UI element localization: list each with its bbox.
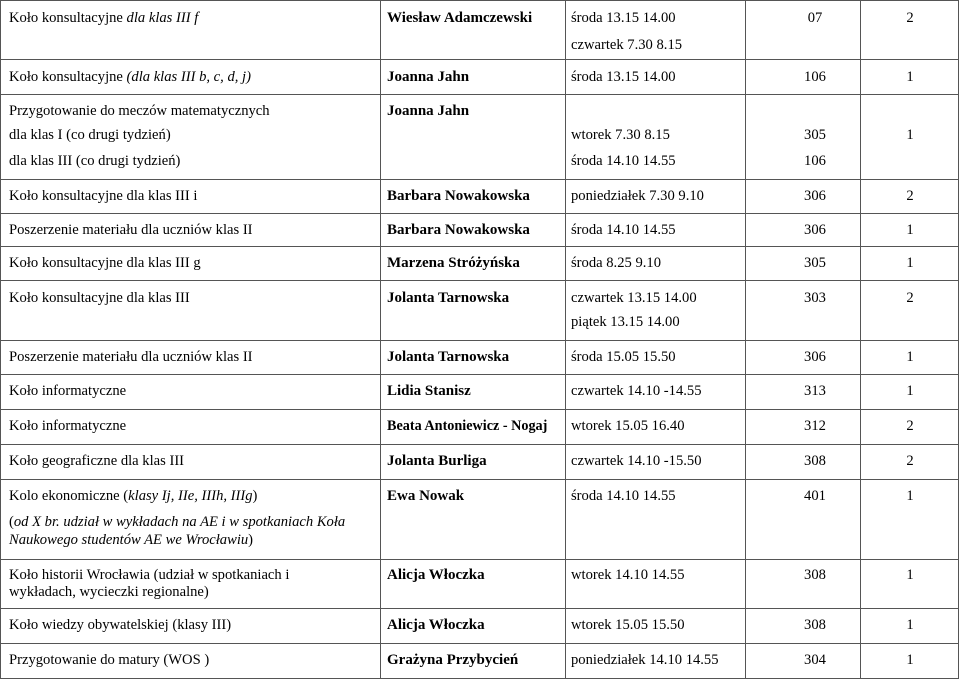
schedule-time: piątek 13.15 14.00	[571, 314, 680, 330]
room-number: 305	[804, 255, 826, 271]
teacher-name: Alicja Włoczka	[387, 617, 485, 633]
activity-name: Przygotowanie do matury (WOS )	[9, 652, 210, 668]
schedule-time: poniedziałek 7.30 9.10	[571, 188, 704, 204]
room-number: 306	[804, 222, 826, 238]
room-number: 303	[804, 290, 826, 306]
grid-line	[0, 0, 959, 1]
grid-line	[0, 280, 959, 281]
schedule-time: środa 14.10 14.55	[571, 222, 676, 238]
schedule-time: wtorek 15.05 16.40	[571, 418, 685, 434]
teacher-name: Barbara Nowakowska	[387, 222, 530, 238]
schedule-time: środa 8.25 9.10	[571, 255, 661, 271]
activity-name: Koło informatyczne	[9, 383, 127, 399]
activity-name: Przygotowanie do meczów matematycznych	[9, 103, 270, 119]
activity-name: Koło historii Wrocławia (udział w spotkaniach i	[9, 567, 290, 583]
group-count: 1	[906, 349, 914, 365]
schedule-time: wtorek 7.30 8.15	[571, 127, 670, 143]
teacher-name: Grażyna Przybycień	[387, 652, 519, 668]
schedule-time: wtorek 14.10 14.55	[571, 567, 685, 583]
teacher-name: Joanna Jahn	[387, 69, 470, 85]
grid-line	[0, 340, 959, 341]
schedule-time: czwartek 14.10 -15.50	[571, 453, 702, 469]
grid-line	[0, 479, 959, 480]
grid-line	[0, 59, 959, 60]
teacher-name: Marzena Stróżyńska	[387, 255, 520, 271]
activity-name: Poszerzenie materiału dla uczniów klas II	[9, 222, 253, 238]
teacher-name: Jolanta Tarnowska	[387, 349, 510, 365]
group-count: 1	[906, 255, 914, 271]
room-number: 308	[804, 617, 826, 633]
grid-line	[0, 94, 959, 95]
group-count: 1	[906, 652, 914, 668]
teacher-name: Wiesław Adamczewski	[387, 10, 533, 26]
schedule-time: wtorek 15.05 15.50	[571, 617, 685, 633]
teacher-name: Beata Antoniewicz - Nogaj	[387, 418, 548, 434]
room-number: 304	[804, 652, 826, 668]
room-number: 106	[804, 69, 826, 85]
group-count: 1	[906, 127, 914, 143]
activity-name: Kolo ekonomiczne (klasy Ij, IIe, IIIh, IIIg)	[9, 488, 258, 504]
activity-name: Koło konsultacyjne dla klas III f	[9, 10, 199, 26]
schedule-time: czwartek 7.30 8.15	[571, 37, 683, 53]
schedule-time: środa 15.05 15.50	[571, 349, 676, 365]
room-number: 305	[804, 127, 826, 143]
schedule-time: środa 14.10 14.55	[571, 488, 676, 504]
room-number: 308	[804, 567, 826, 583]
schedule-time: poniedziałek 14.10 14.55	[571, 652, 719, 668]
activity-name: wykładach, wycieczki regionalne)	[9, 584, 209, 600]
group-count: 1	[906, 488, 914, 504]
group-count: 2	[906, 290, 914, 306]
teacher-name: Ewa Nowak	[387, 488, 465, 504]
room-number: 401	[804, 488, 826, 504]
activity-name: Koło geograficzne dla klas III	[9, 453, 185, 469]
activity-name: dla klas I (co drugi tydzień)	[9, 127, 171, 143]
teacher-name: Joanna Jahn	[387, 103, 470, 119]
activity-name: Koło konsultacyjne dla klas III	[9, 290, 190, 306]
schedule-time: środa 14.10 14.55	[571, 153, 676, 169]
teacher-name: Jolanta Burliga	[387, 453, 487, 469]
teacher-name: Lidia Stanisz	[387, 383, 471, 399]
group-count: 1	[906, 617, 914, 633]
grid-line	[0, 374, 959, 375]
activity-note: (od X br. udział w wykładach na AE i w spotkaniach Koła	[9, 514, 346, 530]
activity-name: Poszerzenie materiału dla uczniów klas II	[9, 349, 253, 365]
teacher-name: Barbara Nowakowska	[387, 188, 530, 204]
activity-name: Koło konsultacyjne (dla klas III b, c, d, j)	[9, 69, 251, 85]
grid-line	[0, 246, 959, 247]
teacher-name: Alicja Włoczka	[387, 567, 485, 583]
group-count: 2	[906, 10, 914, 26]
room-number: 07	[807, 10, 823, 26]
room-number: 312	[804, 418, 826, 434]
group-count: 2	[906, 188, 914, 204]
schedule-time: środa 13.15 14.00	[571, 10, 676, 26]
activity-name: Koło konsultacyjne dla klas III i	[9, 188, 198, 204]
grid-line	[0, 213, 959, 214]
group-count: 2	[906, 418, 914, 434]
grid-line	[0, 643, 959, 644]
group-count: 2	[906, 453, 914, 469]
room-number: 313	[804, 383, 826, 399]
schedule-time: czwartek 13.15 14.00	[571, 290, 697, 306]
teacher-name: Jolanta Tarnowska	[387, 290, 510, 306]
schedule-time: środa 13.15 14.00	[571, 69, 676, 85]
group-count: 1	[906, 567, 914, 583]
group-count: 1	[906, 69, 914, 85]
grid-line	[0, 559, 959, 560]
schedule-time: czwartek 14.10 -14.55	[571, 383, 702, 399]
room-number: 306	[804, 188, 826, 204]
group-count: 1	[906, 222, 914, 238]
activity-name: Koło informatyczne	[9, 418, 127, 434]
activity-name: Koło wiedzy obywatelskiej (klasy III)	[9, 617, 232, 633]
grid-line	[0, 409, 959, 410]
grid-line	[0, 179, 959, 180]
room-number: 106	[804, 153, 826, 169]
activity-name: Koło konsultacyjne dla klas III g	[9, 255, 201, 271]
room-number: 308	[804, 453, 826, 469]
group-count: 1	[906, 383, 914, 399]
activity-name: dla klas III (co drugi tydzień)	[9, 153, 181, 169]
room-number: 306	[804, 349, 826, 365]
grid-line	[0, 608, 959, 609]
activity-note: Naukowego studentów AE we Wrocławiu)	[9, 532, 254, 548]
grid-line	[0, 444, 959, 445]
